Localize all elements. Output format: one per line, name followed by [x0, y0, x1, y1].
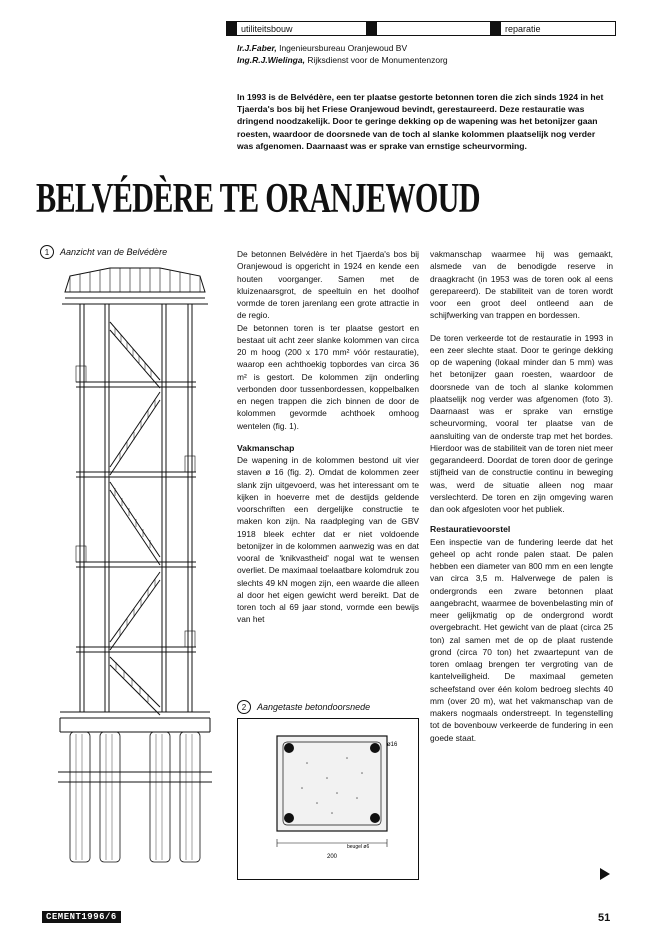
figure-number: 2 [237, 700, 251, 714]
paragraph: De betonnen toren is ter plaatse gestort en bestaat uit acht zeer slanke kolommen van circa 20 m hoog (200 x 170 mm² vóór restauratie), waarop een achthoekig topbordes van circa 36 m² is gestort. De kolommen zijn onderling verbonden door tussenbordessen, koppelbalken en negen trappen die zich binnen de door de kolommen gevormde achthoek omhoog wentelen (fig. 1). [237, 322, 419, 431]
dimension-label: 200 [326, 854, 338, 860]
intro-paragraph: In 1993 is de Belvédère, een ter plaatse gestorte betonnen toren die zich sinds 1924 in het Tjaerda's bos bij het Friese Oranjewoud bevindt, gerestaureerd. Deze restauratie was dringend noodzakelijk. Door te geringe dekking op de wapening was het betonijzer gaan roesten, waardoor de doorsnede van de toch al slanke kolommen plaatselijk nog verder was afgenomen. Daarnaast was er sprake van ernstige scheurvorming. [237, 92, 604, 151]
continue-arrow-icon [600, 868, 610, 880]
tower-elevation-drawing [40, 262, 230, 872]
section-label-right: reparatie [505, 23, 541, 34]
author-line [237, 42, 448, 54]
paragraph: Een inspectie van de fundering leerde dat het geheel op acht ronde palen staat. De palen hebben een diameter van 800 mm en een lengte van circa 3,5 m. Halverwege de palen is ondergronds een zware betonnen plaat aangebracht, waarmee de bovenbelasting min of meer gelijkmatig op de ondergrond wordt overgebracht. Het gewicht van de plaat (circa 25 ton) zal samen met de op de plaat rustende grond (circa 70 ton) het zwaartepunt van de toren omlaag brengen ter vergroting van de kantelveiligheid. De maximaal gemeten scheefstand over één kolom bedroeg slechts 40 mm (over 20 m), wat het vakmanschap van de makers nogmaals onderstreept. In tegenstelling tot de bovenbouw verkeerde de fundering in een goede staat. [430, 536, 613, 743]
figure-caption-text: Aanzicht van de Belvédère [60, 247, 168, 257]
paragraph: De toren verkeerde tot de restauratie in 1993 in een zeer slechte staat. Door te geringe dekking op de wapening (lokaal minder dan 5 mm) was het betonijzer gaan roesten, waardoor de doorsnede van de toch al slanke kolommen plaatselijk nog verder was afgenomen (foto 3). Daarnaast was er sprake van ernstige scheurvorming, vooral ter plaatse van de aansluiting van de onderste trap met het bordes. Hierdoor was de stabiliteit van de toren niet meer gegarandeerd. Doordat de toren door de geringe stijfheid van de constructie continu in beweging was, werd de situatie alleen nog maar verslechterd. De toren en zijn omgeving waren dan ook afgesloten voor het publiek. [430, 332, 613, 514]
spacer [237, 432, 419, 442]
article-title: BELVÉDÈRE TE ORANJEWOUD [36, 176, 480, 222]
author-name: Ir.J.Faber, [237, 43, 277, 53]
section-heading-restauratievoorstel: Restauratievoorstel [430, 524, 511, 535]
header-spacer [377, 22, 491, 35]
author-name: Ing.R.J.Wielinga, [237, 55, 305, 65]
header-block [227, 22, 237, 35]
text-column-1 [237, 248, 419, 626]
spacer [430, 515, 613, 523]
authors [237, 42, 448, 66]
header-block [367, 22, 377, 35]
author-line [237, 54, 448, 66]
column-cross-section-drawing [237, 718, 419, 880]
section-label-left: utiliteitsbouw [237, 22, 367, 35]
spacer [430, 322, 613, 332]
section-heading-vakmanschap: Vakmanschap [237, 442, 295, 453]
paragraph: De betonnen Belvédère in het Tjaerda's bos bij Oranjewoud is opgericht in 1924 en kende een houten voorganger. Samen met de kluizenaarsgrot, de speeltuin en het doolhof vormde de toren jarenlang een grote attractie in de regio. [237, 249, 419, 321]
text-column-2 [430, 248, 613, 744]
figure-2-caption [237, 700, 370, 714]
author-affiliation: Ingenieursbureau Oranjewoud BV [279, 43, 408, 53]
figure-1-caption [40, 245, 167, 259]
rebar-label: ø16 [387, 742, 398, 748]
paragraph: vakmanschap waarmee hij was gemaakt, alsmede van de benodigde reserve in draagkracht (in 1953 was de toren ook al eens gerepareerd). De stabiliteit van de toren wordt voor een groot deel ontleend aan de schijfwerking van trappen en bordessen. [430, 249, 613, 321]
stirrup-label: beugel ø6 [347, 844, 370, 850]
header-block [491, 22, 501, 35]
author-affiliation: Rijksdienst voor de Monumentenzorg [307, 55, 448, 65]
paragraph: De wapening in de kolommen bestond uit vier staven ø 16 (fig. 2). Omdat de kolommen zeer slank zijn uitgevoerd, was het interessant om te kijken in hoeverre met de destijds geldende voorschriften een dergelijke constructie te maken kon zijn. Na raadpleging van de GBV 1918 bleek echter dat er niet voldoende betonijzer in de kolommen aanwezig was en dat vooral de 'knikvastheid' nogal wat te wensen overliet. De maximaal toelaatbare kolomdruk zou slechts 49 kN mogen zijn, een waarde die alleen al door het eigen gewicht werd bereikt. Dat de toren toch al 69 jaar stond, vormde een bewijs van het [237, 455, 419, 625]
page-number: 51 [598, 912, 611, 924]
section-header-bar [226, 21, 616, 36]
figure-number: 1 [40, 245, 54, 259]
figure-caption-text: Aangetaste betondoorsnede [257, 702, 371, 712]
journal-label: CEMENT1996/6 [42, 911, 121, 923]
